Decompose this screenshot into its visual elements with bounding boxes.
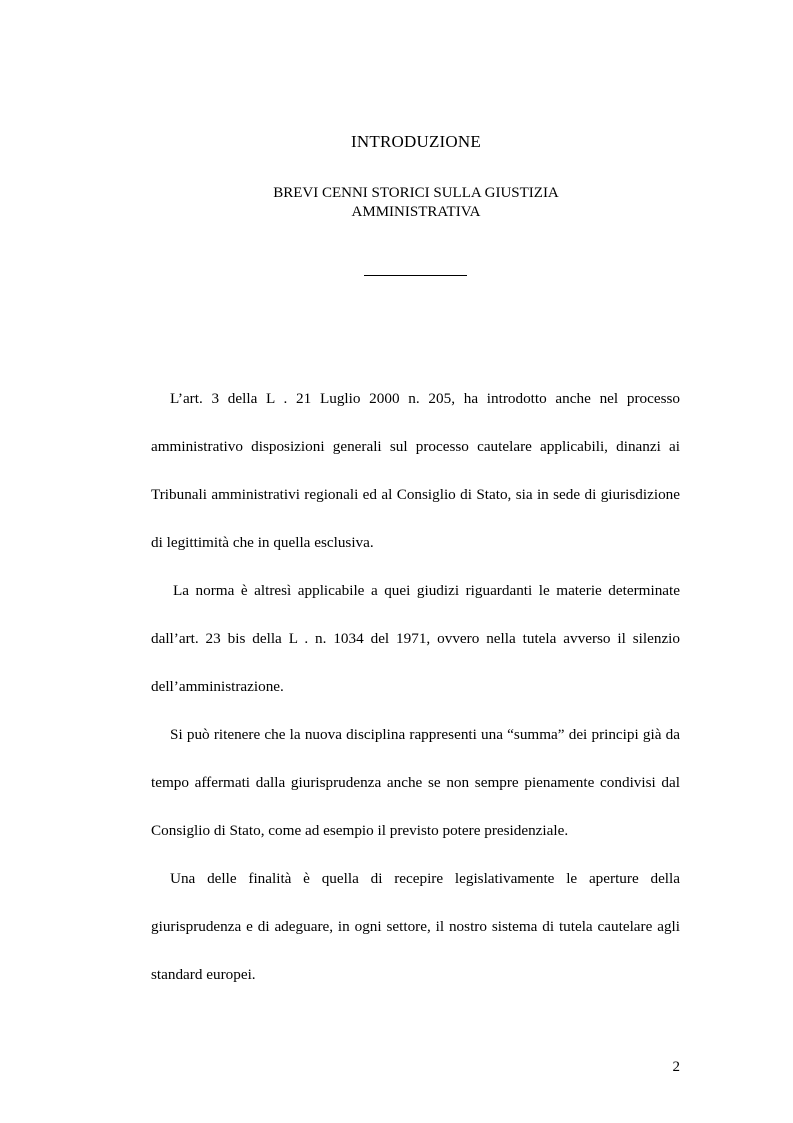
subtitle-line-1: BREVI CENNI STORICI SULLA GIUSTIZIA [273, 185, 559, 201]
subtitle-line-2: AMMINISTRATIVA [351, 204, 481, 220]
body-paragraph-3: Si può ritenere che la nuova disciplina rappresenti una “summa” dei principi già da tempo affermati dalla giurisprudenza anche se non sempre pienamente condivisi dal Consiglio di Stato, come ad esempio il previsto potere presidenziale. [151, 726, 680, 839]
chapter-subtitle [0, 184, 793, 222]
body-paragraph-1: L’art. 3 della L . 21 Luglio 2000 n. 205, ha introdotto anche nel processo amministrativo disposizioni generali sul processo cautelare applicabili, dinanzi ai Tribunali amministrativi regionali ed al Consiglio di Stato, sia in sede di giurisdizione di legittimità che in quella esclusiva. [151, 390, 680, 551]
body-paragraph-2: La norma è altresì applicabile a quei giudizi riguardanti le materie determinate dall’art. 23 bis della L . n. 1034 del 1971, ovvero nella tutela avverso il silenzio dell’amministrazione. [151, 582, 680, 695]
page-number: 2 [672, 1059, 680, 1075]
chapter-title: INTRODUZIONE [351, 132, 481, 151]
separator-rule [364, 275, 467, 276]
body-paragraph-4: Una delle finalità è quella di recepire legislativamente le aperture della giurisprudenza e di adeguare, in ogni settore, il nostro sistema di tutela cautelare agli standard europei. [151, 870, 680, 983]
